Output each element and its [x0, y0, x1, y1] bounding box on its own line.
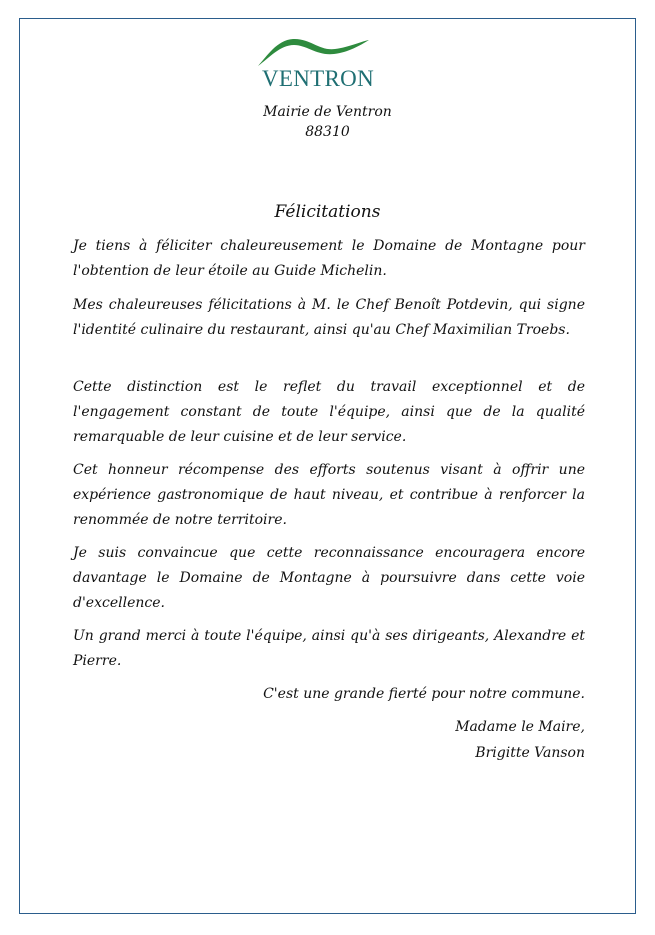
paragraph-3: Cette distinction est le reflet du travail exceptionnel et de l'engagement constant de toute l'équipe, ainsi que de la qualité remarquable de leur cuisine et de leur service. [73, 379, 585, 445]
paragraph-4: Cet honneur récompense des efforts soutenus visant à offrir une expérience gastronomique de haut niveau, et contribue à renforcer la renommée de notre territoire. [73, 462, 585, 528]
letter-title: Félicitations [274, 202, 381, 222]
paragraph-5: Je suis convaincue que cette reconnaissance encouragera encore davantage le Domaine de Montagne à poursuivre dans cette voie d'excellence. [73, 545, 585, 611]
signature-title: Madame le Maire, [455, 719, 585, 735]
mountain-swoosh-icon [255, 36, 375, 70]
closing-line: C'est une grande fierté pour notre commune. [263, 686, 585, 702]
paragraph-1: Je tiens à féliciter chaleureusement le Domaine de Montagne pour l'obtention de leur étoile au Guide Michelin. [73, 238, 585, 279]
paragraph-6: Un grand merci à toute l'équipe, ainsi qu'à ses dirigeants, Alexandre et Pierre. [73, 628, 585, 669]
paragraph-2: Mes chaleureuses félicitations à M. le Chef Benoît Potdevin, qui signe l'identité culinaire du restaurant, ainsi qu'au Chef Maximilian Troebs. [73, 297, 585, 338]
postal-code: 88310 [305, 124, 350, 140]
signature-name: Brigitte Vanson [475, 745, 585, 761]
mairie-name: Mairie de Ventron [263, 104, 392, 120]
logo-wordmark: VENTRON [262, 66, 374, 91]
ventron-logo [255, 36, 375, 96]
